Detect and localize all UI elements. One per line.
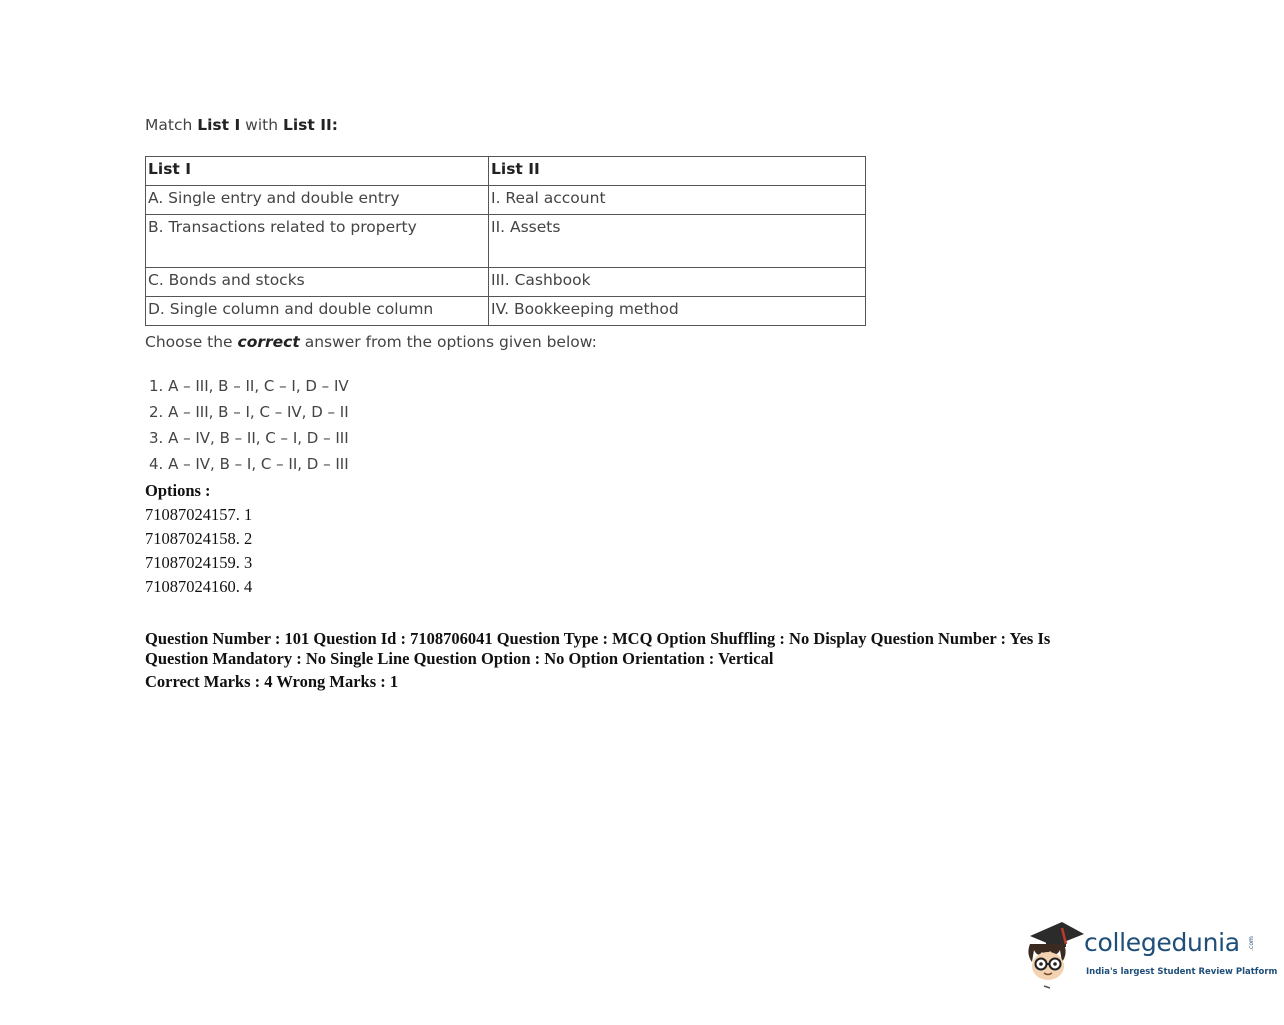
table-cell: B. Transactions related to property — [146, 215, 489, 268]
table-row — [146, 215, 866, 268]
logo-dotcom: .com — [1247, 936, 1255, 951]
table-cell: I. Real account — [489, 186, 866, 215]
header-list2: List II — [489, 157, 866, 186]
collegedunia-logo — [1022, 918, 1278, 990]
logo-tagline: India's largest Student Review Platform — [1086, 967, 1278, 977]
list-item: 2. A – III, B – I, C – IV, D – II — [149, 403, 349, 421]
table-header-row — [146, 157, 866, 186]
list-item: 1. A – III, B – II, C – I, D – IV — [149, 377, 349, 395]
table-cell: II. Assets — [489, 215, 866, 268]
table-row — [146, 297, 866, 326]
mascot-icon — [1022, 918, 1084, 990]
marks-line: Correct Marks : 4 Wrong Marks : 1 — [145, 672, 399, 691]
list-item: 4. A – IV, B – I, C – II, D – III — [149, 455, 349, 473]
metadata-line: Question Number : 101 Question Id : 7108706041 Question Type : MCQ Option Shuffling : No Display Question Number : Yes Is Question Mandatory : No Single Line Question Option : No Option Orientation : Vertical — [145, 629, 1051, 668]
option-item: 71087024160. 4 — [145, 577, 253, 596]
list1-label: List I — [197, 116, 241, 134]
table-cell: C. Bonds and stocks — [146, 268, 489, 297]
correct-emphasis: correct — [237, 333, 300, 351]
options-block — [145, 481, 252, 601]
choose-instruction: Choose the correct answer from the options given below: — [145, 333, 597, 351]
table-cell: III. Cashbook — [489, 268, 866, 297]
list2-label: List II: — [282, 116, 338, 134]
match-table — [145, 156, 866, 326]
option-item: 71087024158. 2 — [145, 529, 253, 548]
options-title: Options : — [145, 481, 211, 500]
header-list1: List I — [146, 157, 489, 186]
answer-list — [149, 375, 349, 479]
table-cell: D. Single column and double column — [146, 297, 489, 326]
table-row — [146, 268, 866, 297]
logo-wordmark: collegedunia — [1084, 928, 1240, 957]
list-item: 3. A – IV, B – II, C – I, D – III — [149, 429, 349, 447]
question-intro: Match List I with List II: — [145, 116, 338, 134]
table-cell: A. Single entry and double entry — [146, 186, 489, 215]
option-item: 71087024157. 1 — [145, 505, 253, 524]
table-row — [146, 186, 866, 215]
question-metadata — [145, 629, 1105, 692]
table-cell: IV. Bookkeeping method — [489, 297, 866, 326]
option-item: 71087024159. 3 — [145, 553, 253, 572]
